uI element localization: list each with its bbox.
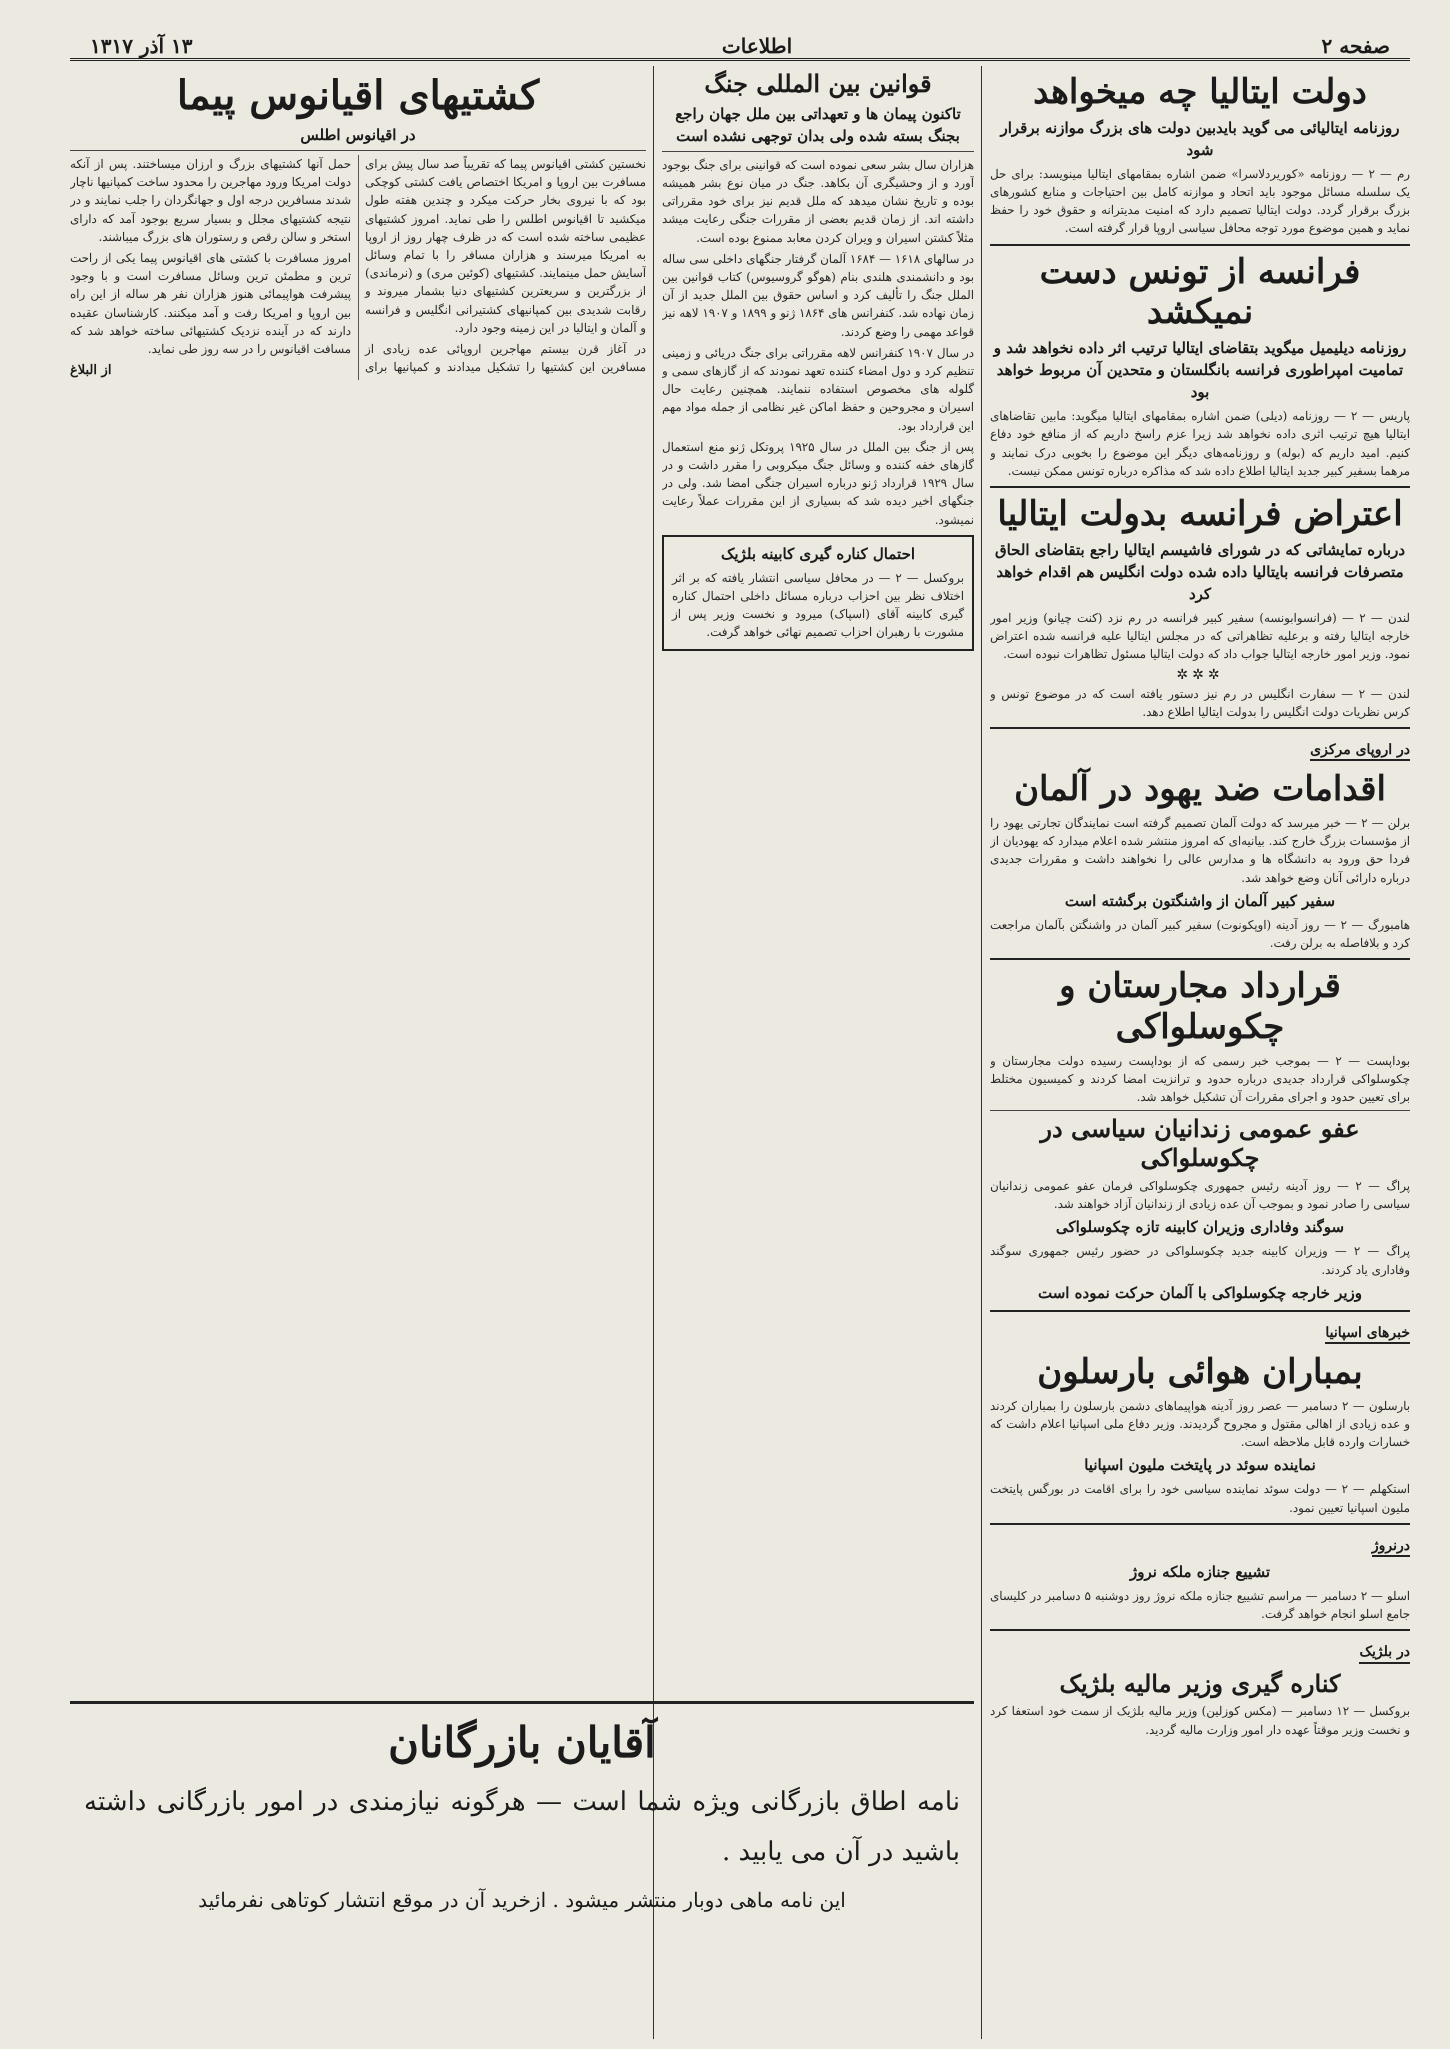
news-column bbox=[990, 66, 1410, 2039]
article-germany: برلن — ۲ — خبر میرسد که دولت آلمان تصمیم گرفته است نمایندگان تجارتی یهود را از مؤسسات بزرگ خارج کند. بیانیه‌ای که امروز منتشر شده اعلام میدارد که یهودیان از فردا حق ورود به دانشگاه ها و مدارس عالی را نخواهند داشت و مقررات جدیدی درباره دارائی آنان وضع خواهد شد. bbox=[990, 816, 1410, 885]
subhead-protest: درباره تمایشاتی که در شورای فاشیسم ایتالیا راجع بتقاضای الحاق متصرفات فرانسه بایتالیا داده شده دولت انگلیس هم اقدام خواهد کرد bbox=[994, 540, 1406, 603]
article-war-laws-4: پس از جنگ بین الملل در سال ۱۹۲۵ پروتکل ژنو منع استعمال گازهای خفه کننده و وسائل جنگ میکروبی را مقرر داشت و در سال ۱۹۲۹ قرارداد ژنو درباره اسیران جنگی امضا شد. ولی در جنگهای اخیر دیده شد که بسیاری از این مقررات عملاً رعایت نمیشود. bbox=[662, 439, 974, 527]
article-protest: لندن — ۲ — (فرانسوابونسه) سفیر کبیر فرانسه در رم نزد (کنت چیانو) وزیر امور خارجه ایتالیا رفته و برعلیه تظاهراتی که در مجلس ایتالیا علیه فرانسه شده اعتراض نمود. وزیر امور خارجه ایتالیا جواب داد که دولت ایتالیا مسئول تظاهرات نبوده است. bbox=[990, 610, 1410, 662]
headline-germany: اقدامات ضد یهود در آلمان bbox=[1014, 769, 1386, 810]
headline-belgium: کناره گیری وزیر مالیه بلژیک bbox=[1059, 1668, 1341, 1698]
article-oath: پراگ — ۲ — وزیران کابینه جدید چکوسلواکی در حضور رئیس جمهوری سوگند وفاداری یاد کردند. bbox=[990, 1244, 1410, 1277]
headline-norway: تشییع جنازه ملکه نروژ bbox=[1130, 1563, 1270, 1582]
page-label: صفحه ۲ bbox=[1321, 34, 1390, 58]
article-protest-tail: لندن — ۲ — سفارت انگلیس در رم نیز دستور یافته است که در موضوع تونس و کرس نظریات دولت انگلیس را بدولت ایتالیا اطلاع دهد. bbox=[990, 686, 1410, 719]
ad-footer: این نامه ماهی دوبار منتشر میشود . ازخرید آن در موقع انتشار کوتاهی نفرمائید bbox=[198, 1888, 846, 1912]
masthead bbox=[70, 18, 1410, 61]
article-liners-2: در آغاز قرن بیستم مهاجرین اروپائی عده زیادی از مسافرین این کشتیها را تشکیل میدادند و کمپانیها برای حمل آنها کشتیهای بزرگ و ارزان میساختند. پس از آنکه دولت امریکا ورود مهاجرین را محدود ساخت کمپانیها ناچار شدند مسافرین درجه اول و جهانگردان را جلب نمایند و در نتیجه کشتیهای مجلل و بسیار سریع بوجود آمد که دارای استخر و سالن رقص و رستوران های بزرگ میباشند. bbox=[70, 157, 646, 375]
rule bbox=[990, 1110, 1410, 1111]
headline-protest: اعتراض فرانسه بدولت ایتالیا bbox=[997, 494, 1403, 535]
rule bbox=[990, 244, 1410, 246]
article-war-laws-3: در سال ۱۹۰۷ کنفرانس لاهه مقرراتی برای جنگ دریائی و زمینی تنظیم کرد و دول امضاء کننده تعهد نمودند که از گازهای سمی و گلوله های مخصوص استفاده ننمایند. همچنین رعایت حال اسیران و مجروحین و حفظ اماکن غیر نظامی از جمله مواد مهم این قرارداد بود. bbox=[662, 345, 974, 433]
article-barcelona: بارسلون — ۲ دسامبر — عصر روز آدینه هواپیماهای دشمن بارسلون را بمباران کردند و عده زیادی از اهالی مقتول و مجروح گردیدند. وزیر دفاع ملی اسپانیا اعلام داشت که خسارات وارده قابل ملاحظه است. bbox=[990, 1398, 1410, 1450]
headline-barcelona: بمباران هوائی بارسلون bbox=[1037, 1352, 1363, 1393]
star-divider: ✲✲✲ bbox=[1176, 667, 1224, 684]
section-tag-europe: در اروپای مرکزی bbox=[1310, 741, 1410, 761]
subhead-liners: در اقیانوس اطلس bbox=[300, 126, 416, 144]
issue-date: ۱۳ آذر ۱۳۱۷ bbox=[90, 34, 193, 58]
box-title: احتمال کناره گیری کابینه بلژیک bbox=[720, 544, 916, 563]
section-tag-belgium: در بلژیک bbox=[1359, 1643, 1410, 1663]
rule bbox=[990, 486, 1410, 488]
article-amnesty: پراگ — ۲ — روز آدینه رئیس جمهوری چکوسلواکی فرمان عفو عمومی زندانیان سیاسی را صادر نمود و بموجب آن عده زیادی از زندانیان آزاد خواهند شد. bbox=[990, 1179, 1410, 1212]
columns bbox=[70, 66, 1410, 2039]
rule bbox=[990, 1523, 1410, 1525]
subhead-foreign-minister: وزیر خارجه چکوسلواکی با آلمان حرکت نموده است bbox=[1037, 1283, 1363, 1302]
article-ambassador: هامبورگ — ۲ — روز آدینه (اوپکونوت) سفیر کبیر آلمان در واشنگتن بآلمان مراجعت کرد و بلافاصله به برلن رفت. bbox=[990, 917, 1410, 951]
merchants-advertisement bbox=[70, 1701, 974, 2039]
paper-name: اطلاعات bbox=[721, 34, 793, 58]
rule bbox=[70, 150, 646, 151]
ad-title: آقایان بازرگانان bbox=[388, 1718, 656, 1767]
subhead-oath: سوگند وفاداری وزیران کابینه تازه چکوسلواکی bbox=[1055, 1218, 1345, 1237]
rule bbox=[990, 958, 1410, 960]
article-belgium: بروکسل — ۱۲ دسامبر — (مکس کوزلین) وزیر مالیه بلژیک از سمت خود استعفا کرد و نخست وزیر موقتاً عهده دار امور وزارت مالیه گردید. bbox=[990, 1704, 1410, 1737]
subhead-tunis: روزنامه دیلیمیل میگوید بتقاضای ایتالیا ترتیب اثر داده نخواهد شد و تمامیت امپراطوری فرانسه بانگلستان و متحدین آن مربوط خواهد بود bbox=[993, 339, 1407, 402]
article-source: از البلاغ bbox=[70, 363, 112, 379]
rule bbox=[990, 1310, 1410, 1312]
article-italy: رم — ۲ — روزنامه «کوریردلاسرا» ضمن اشاره بمقامهای ایتالیا مینویسد: برای حل یک سلسله مسائل موجود باید اتحاد و موازنه کامل بین احتیاجات و منابع کشورهای بزرگ برقرار گردد. دولت ایتالیا تصمیم دارد که امنیت مدیترانه و حقوق خود را حفظ نماید و همین موضوع مورد توجه محافل سیاسی اروپا قرار گرفته است. bbox=[990, 166, 1410, 236]
article-liners-3: امروز مسافرت با کشتی های اقیانوس پیما یکی از راحت ترین و مطمئن ترین وسائل مسافرت است و با وجود پیشرفت هواپیمائی هنوز هزاران نفر هر ساله از این راه بین اروپا و امریکا رفت و آمد میکنند. کارشناسان عقیده دارند که در آینده نزدیک کشتیهائی ساخته خواهد شد که مسافت اقیانوس را در سه روز طی نماید. bbox=[70, 251, 351, 357]
headline-italy: دولت ایتالیا چه میخواهد bbox=[1033, 72, 1367, 112]
rule bbox=[662, 151, 974, 152]
ad-body: نامه اطاق بازرگانی ویژه شما است — هرگونه نیازمندی در امور بازرگانی داشته باشید در آن می یابید . bbox=[84, 1787, 960, 1867]
headline-amnesty: عفو عمومی زندانیان سیاسی در چکوسلواکی bbox=[1040, 1114, 1360, 1173]
article-norway: اسلو — ۲ دسامبر — مراسم تشییع جنازه ملکه نروژ روز دوشنبه ۵ دسامبر در کلیسای جامع اسلو انجام خواهد گرفت. bbox=[990, 1589, 1410, 1622]
headline-tunis: فرانسه از تونس دست نمیکشد bbox=[1039, 251, 1361, 333]
subhead-war-laws: تاکنون پیمان ها و تعهداتی بین ملل جهان راجع بجنگ بسته شده ولی بدان توجهی نشده است bbox=[675, 104, 961, 145]
subhead-italy: روزنامه ایتالیائی می گوید بایدبین دولت های بزرگ موازنه برقرار شود bbox=[1000, 118, 1400, 159]
subhead-sweden: نماینده سوئد در پایتخت ملیون اسپانیا bbox=[1084, 1456, 1316, 1475]
rule bbox=[990, 727, 1410, 729]
column-divider bbox=[981, 66, 982, 2039]
article-war-laws-2: در سالهای ۱۶۱۸ — ۱۶۸۴ آلمان گرفتار جنگهای داخلی سی ساله بود و دانشمندی هلندی بنام (هوگو گروسیوس) کتاب قوانین بین الملل جنگ را تألیف کرد و اساس حقوق بین الملل جدید از آن زمان نهاده شد. کنفرانس های ۱۸۶۴ ژنو و ۱۸۹۹ و ۱۹۰۷ لاهه نیز قواعد مهمی را وضع کردند. bbox=[662, 251, 974, 339]
subhead-ambassador: سفیر کبیر آلمان از واشنگتون برگشته است bbox=[1064, 891, 1336, 910]
liners-text-columns bbox=[70, 155, 646, 380]
headline-war-laws: قوانین بین المللی جنگ bbox=[704, 69, 932, 98]
rule bbox=[990, 1629, 1410, 1631]
headline-hungary: قرارداد مجارستان و چکوسلواکی bbox=[1059, 966, 1341, 1048]
box-body: بروکسل — ۲ — در محافل سیاسی انتشار یافته که بر اثر اختلاف نظر بین احزاب درباره مسائل داخلی احتمال کناره گیری کابینه آقای (اسپاک) میرود و نخست وزیر پس از مشورت با رهبران احزاب تصمیم نهائی خواهد گرفت. bbox=[672, 570, 964, 640]
headline-liners: کشتیهای اقیانوس پیما bbox=[176, 72, 540, 119]
war-laws-column bbox=[662, 66, 974, 1714]
belgium-cabinet-box bbox=[662, 535, 974, 651]
article-tunis: پاریس — ۲ — روزنامه (دیلی) ضمن اشاره بمقامهای ایتالیا میگوید: مابین تقاضاهای ایتالیا هیچ ترتیب اثری داده نخواهد شد زیرا عزم راسخ داریم که از منافع خود دفاع کنیم. امید داریم که (بوله) و روزنامه‌های دیگر این موضوع را بخوبی درک نمایند و مرهما بسفیر کبیر جدید ایتالیا اطلاع داده شد که مذاکره درباره تونس ممکن نیست. bbox=[990, 409, 1410, 478]
article-sweden: استکهلم — ۲ — دولت سوئد نماینده سیاسی خود را برای اقامت در بورگس پایتخت ملیون اسپانیا تعیین نمود. bbox=[990, 1482, 1410, 1515]
article-war-laws-1: هزاران سال بشر سعی نموده است که قوانینی برای جنگ بوجود آورد و از وحشیگری آن بکاهد. جنگ در میان نوع بشر همیشه بوده و تاریخ نشان میدهد که ملل قدیم نیز برای خود مقرراتی داشته اند. از زمان قدیم بعضی از مقررات جنگی رعایت میشد مثلاً کشتن اسیران و ویران کردن معابد ممنوع بوده است. bbox=[662, 157, 974, 245]
section-tag-norway: درنروژ bbox=[1372, 1537, 1410, 1557]
ocean-liners-column bbox=[70, 66, 646, 1714]
article-liners-1: نخستین کشتی اقیانوس پیما که تقریباً صد سال پیش برای مسافرت بین اروپا و امریکا اختصاص یافت کشتی کوچکی بود که با نیروی بخار حرکت میکرد و چندین هفته طول میکشید تا اقیانوس اطلس را طی نماید. امروز کشتیهای عظیمی ساخته شده است که در ظرف چهار روز از اروپا به امریکا میرسند و هزاران مسافر را با تمام وسائل آسایش حمل مینمایند. کشتیهای (کوئین مری) و (نرماندی) از بزرگترین و سریعترین کشتیهای دنیا بشمار میروند و رقابت شدیدی بین کمپانیهای کشتیرانی انگلیس و فرانسه و آلمان و ایتالیا در این زمینه وجود دارد. bbox=[365, 157, 646, 335]
article-hungary: بوداپست — ۲ — بموجب خبر رسمی که از بوداپست رسیده دولت مجارستان و چکوسلواکی قرارداد جدیدی درباره حدود و ترانزیت امضا کردند و کمیسیون مختلط برای تعیین حدود و اجرای مقررات آن تشکیل خواهد شد. bbox=[990, 1053, 1410, 1105]
section-tag-spain: خبرهای اسپانیا bbox=[1325, 1324, 1410, 1344]
